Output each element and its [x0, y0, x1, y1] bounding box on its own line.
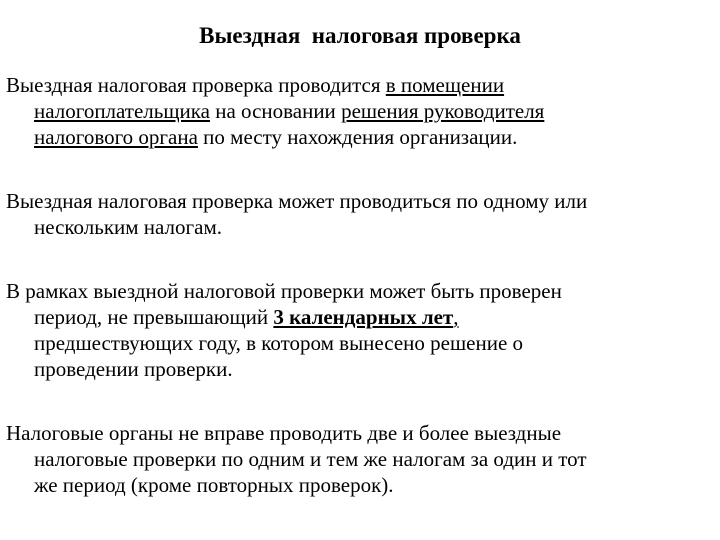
text-run: ,	[453, 305, 459, 329]
underlined-term-taxpayer: налогоплательщика	[34, 99, 210, 123]
paragraph-line: предшествующих году, в котором вынесено решение о	[34, 331, 524, 355]
paragraph-line: проведении проверки.	[34, 357, 233, 381]
paragraph-scope	[6, 188, 706, 240]
paragraph-line	[6, 72, 706, 98]
slide-title: Выездная налоговая проверка	[199, 23, 521, 48]
paragraph-line: В рамках выездной налоговой проверки может быть проверен	[6, 279, 562, 303]
text-run: период, не превышающий	[34, 305, 274, 329]
text-run: Выездная налоговая проверка проводится	[6, 73, 386, 97]
text-run: по месту нахождения организации.	[197, 125, 518, 149]
underlined-term-decision: решения руководителя	[341, 99, 545, 123]
paragraph-line: налоговые проверки по одним и тем же налогам за один и тот	[34, 447, 587, 471]
paragraph-line: Налоговые органы не вправе проводить две и более выездные	[6, 421, 562, 445]
paragraph-line	[6, 124, 706, 150]
highlighted-period: 3 календарных лет	[273, 305, 454, 329]
paragraph-restriction	[6, 420, 706, 498]
paragraph-line	[6, 98, 706, 124]
underlined-term-premises: в помещении	[385, 73, 505, 97]
paragraph-period	[6, 278, 706, 382]
paragraph-line: Выездная налоговая проверка может проводиться по одному или	[6, 189, 588, 213]
paragraph-line: нескольким налогам.	[34, 215, 222, 239]
paragraph-location	[6, 72, 706, 150]
paragraph-line: же период (кроме повторных проверок).	[34, 473, 394, 497]
text-run: на основании	[209, 99, 342, 123]
underlined-term-tax-authority: налогового органа	[34, 125, 198, 149]
paragraph-line	[6, 304, 706, 330]
